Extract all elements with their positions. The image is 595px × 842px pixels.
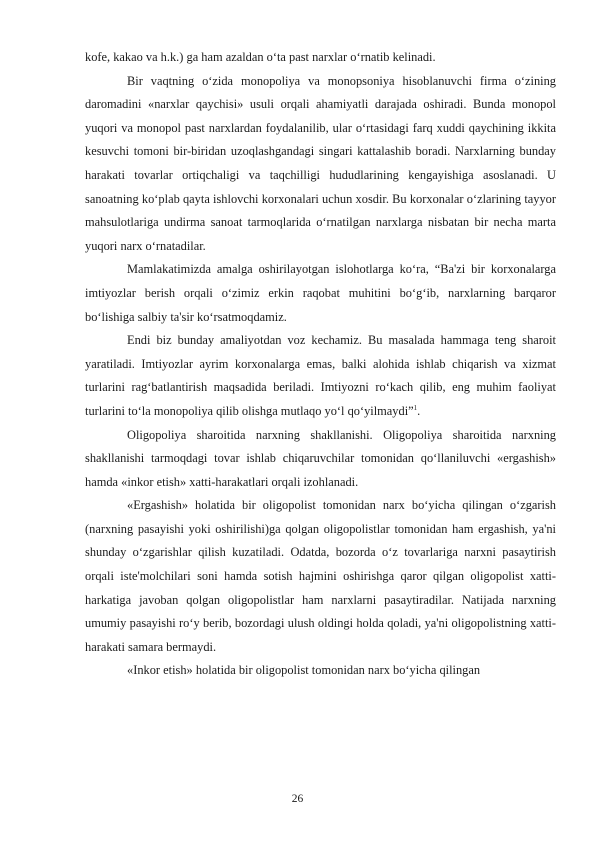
paragraph-reform-quote: Mamlakatimizda amalga oshirilayotgan islohotlarga ko‘ra, “Ba'zi bir korxonalarga imtiyozlar berish orqali o‘zimiz erkin raqobat muhitini bo‘g‘ib, narxlarning barqaror bo‘lishiga salbiy ta'sir ko‘rsatmoqdamiz.	[85, 262, 556, 324]
footnote-reference[interactable]: 1	[413, 403, 418, 412]
page-number: 26	[291, 793, 304, 805]
paragraph-narxlar-qaychisi: Bir vaqtning o‘zida monopoliya va monopsoniya hisoblanuvchi firma o‘zining daromadini «narxlar qaychisi» usuli orqali ahamiyatli darajada oshiradi. Bunda monopol yuqori va monopol past narxlardan foydalanilib, ular o‘rtasidagi farq xuddi qaychining ikkita kesuvchi tomoni bir-biridan uzoqlashgandagi singari kattalashib boradi. Narxlarning bunday harakati tovarlar ortiqchaligi va taqchilligi hududlarining kengayishiga asoslanadi. U sanoatning ko‘plab qayta ishlovchi korxonalari uchun xosdir. Bu korxonalar o‘zlarining tayyor mahsulotlariga undirma sanoat tarmoqlarida o‘rnatilgan narxlarga nisbatan bir necha marta yuqori narx o‘rnatadilar.	[85, 73, 556, 253]
document-page	[85, 46, 556, 683]
quote-text: Endi biz bunday amaliyotdan voz kechamiz. Bu masalada hammaga teng sharoit yaratiladi. Imtiyozlar ayrim korxonalarga emas, balki alohida ishlab chiqarish va xizmat turlarini rag‘batlantirish maqsadida beriladi. Imtiyozni ro‘kach qilib, eng muhim faoliyat turlarini to‘la monopoliya qilib olishga mutlaqo yo‘l qo‘yilmaydi”	[85, 333, 556, 418]
paragraph-ergashish: «Ergashish» holatida bir oligopolist tomonidan narx bo‘yicha qilingan o‘zgarish (narxning pasayishi yoki oshirilishi)ga qolgan oligopolistlar tomonidan ham ergashish, ya'ni shunday o‘zgarishlar qilish kuzatiladi. Odatda, bozorda o‘z tovarlariga narxni pasaytirish orqali iste'molchilari soni hamda sotish hajmini oshirishga qaror qilgan oligopolist xatti-harkatiga javoban qolgan oligopolistlar ham narxlarni pasaytiradilar. Natijada narxning umumiy pasayishi ro‘y berib, bozordagi ulush oldingi holda qoladi, ya'ni oligopolistning xatti-harakati samara bermaydi.	[85, 498, 556, 654]
paragraph-inkor-etish: «Inkor etish» holatida bir oligopolist tomonidan narx bo‘yicha qilingan	[127, 663, 481, 678]
paragraph-oligopoly-pricing: Oligopoliya sharoitida narxning shakllanishi. Oligopoliya sharoitida narxning shakllanishi tarmoqdagi tovar ishlab chiqaruvchilar tomonidan qo‘llaniluvchi «ergashish» hamda «inkor etish» xatti-harakatlari orqali izohlanadi.	[85, 427, 556, 489]
paragraph-quote-continued	[85, 329, 556, 423]
footnote-suffix: .	[417, 403, 421, 418]
paragraph-continuation: kofe, kakao va h.k.) ga ham azaldan o‘ta past narxlar o‘rnatib kelinadi.	[85, 50, 436, 64]
